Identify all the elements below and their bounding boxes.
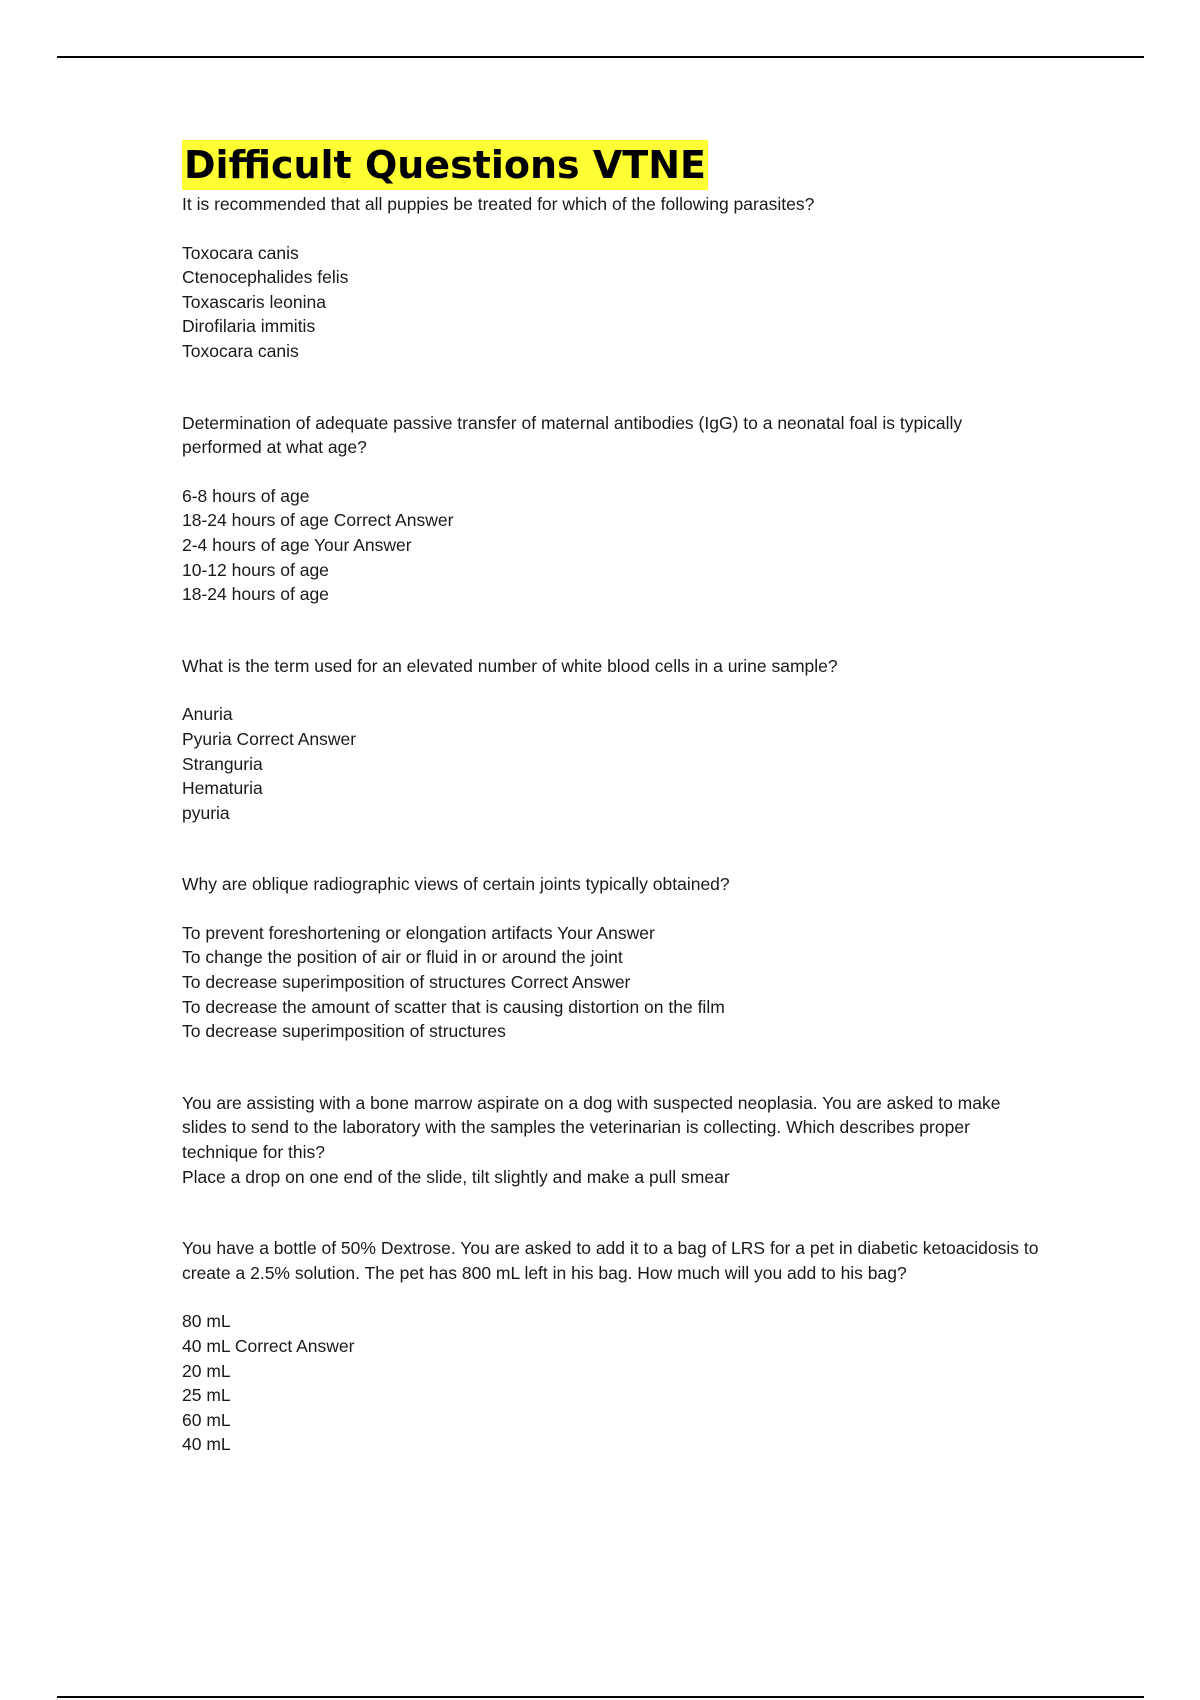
answer-option: To decrease the amount of scatter that is causing distortion on the film bbox=[182, 996, 725, 1017]
question-block-3 bbox=[182, 654, 1042, 826]
answer-option: 6-8 hours of age bbox=[182, 485, 310, 506]
answer-option: To prevent foreshortening or elongation artifacts Your Answer bbox=[182, 922, 655, 943]
answer-option: 18-24 hours of age Correct Answer bbox=[182, 510, 454, 531]
answer-option: 80 mL bbox=[182, 1311, 231, 1332]
document-body bbox=[182, 140, 1042, 1457]
answer-option: Hematuria bbox=[182, 778, 263, 799]
answer-options bbox=[182, 702, 1042, 825]
question-block-4 bbox=[182, 872, 1042, 1044]
answer-option: 2-4 hours of age Your Answer bbox=[182, 534, 412, 555]
answer-option: 25 mL bbox=[182, 1385, 231, 1406]
answer-option: 40 mL Correct Answer bbox=[182, 1336, 355, 1356]
answer-option: 60 mL bbox=[182, 1409, 231, 1430]
question-text: What is the term used for an elevated number of white blood cells in a urine sample? bbox=[182, 655, 838, 676]
answer-option: pyuria bbox=[182, 802, 230, 823]
answer-option: Dirofilaria immitis bbox=[182, 316, 316, 337]
question-text: Why are oblique radiographic views of certain joints typically obtained? bbox=[182, 874, 730, 895]
footer-rule bbox=[57, 1696, 1144, 1698]
answer-options bbox=[182, 1309, 1042, 1457]
answer-option: Pyuria Correct Answer bbox=[182, 728, 357, 749]
answer-option: Toxocara canis bbox=[182, 340, 299, 361]
question-block-2 bbox=[182, 411, 1042, 607]
question-block-1 bbox=[182, 192, 1042, 364]
answer-option: Stranguria bbox=[182, 753, 263, 774]
answer-options bbox=[182, 921, 1042, 1044]
answer-option: 18-24 hours of age bbox=[182, 584, 329, 605]
question-text: It is recommended that all puppies be treated for which of the following parasites? bbox=[182, 194, 815, 214]
header-rule bbox=[57, 56, 1144, 58]
answer-option: Toxascaris leonina bbox=[182, 291, 326, 312]
question-block-6 bbox=[182, 1236, 1042, 1457]
answer-option: To decrease superimposition of structures Correct Answer bbox=[182, 972, 631, 993]
document-title: Difficult Questions VTNE bbox=[182, 140, 708, 190]
question-text: You are assisting with a bone marrow aspirate on a dog with suspected neoplasia. You are asked to make slides to send to the laboratory with the samples the veterinarian is collecting. Which describes proper technique for this? bbox=[182, 1092, 1001, 1163]
answer-option: Anuria bbox=[182, 704, 233, 725]
answer-option: 20 mL bbox=[182, 1360, 231, 1381]
question-block-5 bbox=[182, 1091, 1042, 1189]
answer-option: To change the position of air or fluid in or around the joint bbox=[182, 947, 623, 968]
answer-options bbox=[182, 484, 1042, 607]
question-text: Determination of adequate passive transfer of maternal antibodies (IgG) to a neonatal foal is typically performed at what age? bbox=[182, 412, 963, 458]
answer-text: Place a drop on one end of the slide, tilt slightly and make a pull smear bbox=[182, 1166, 730, 1187]
question-text: You have a bottle of 50% Dextrose. You are asked to add it to a bag of LRS for a pet in diabetic ketoacidosis to create a 2.5% solution. The pet has 800 mL left in his bag. How much will you add to his bag? bbox=[182, 1238, 1039, 1283]
answer-options bbox=[182, 241, 1042, 364]
answer-option: Ctenocephalides felis bbox=[182, 267, 349, 288]
answer-option: To decrease superimposition of structures bbox=[182, 1021, 506, 1042]
answer-option: 40 mL bbox=[182, 1434, 231, 1455]
answer-option: Toxocara canis bbox=[182, 242, 299, 263]
answer-option: 10-12 hours of age bbox=[182, 559, 329, 580]
